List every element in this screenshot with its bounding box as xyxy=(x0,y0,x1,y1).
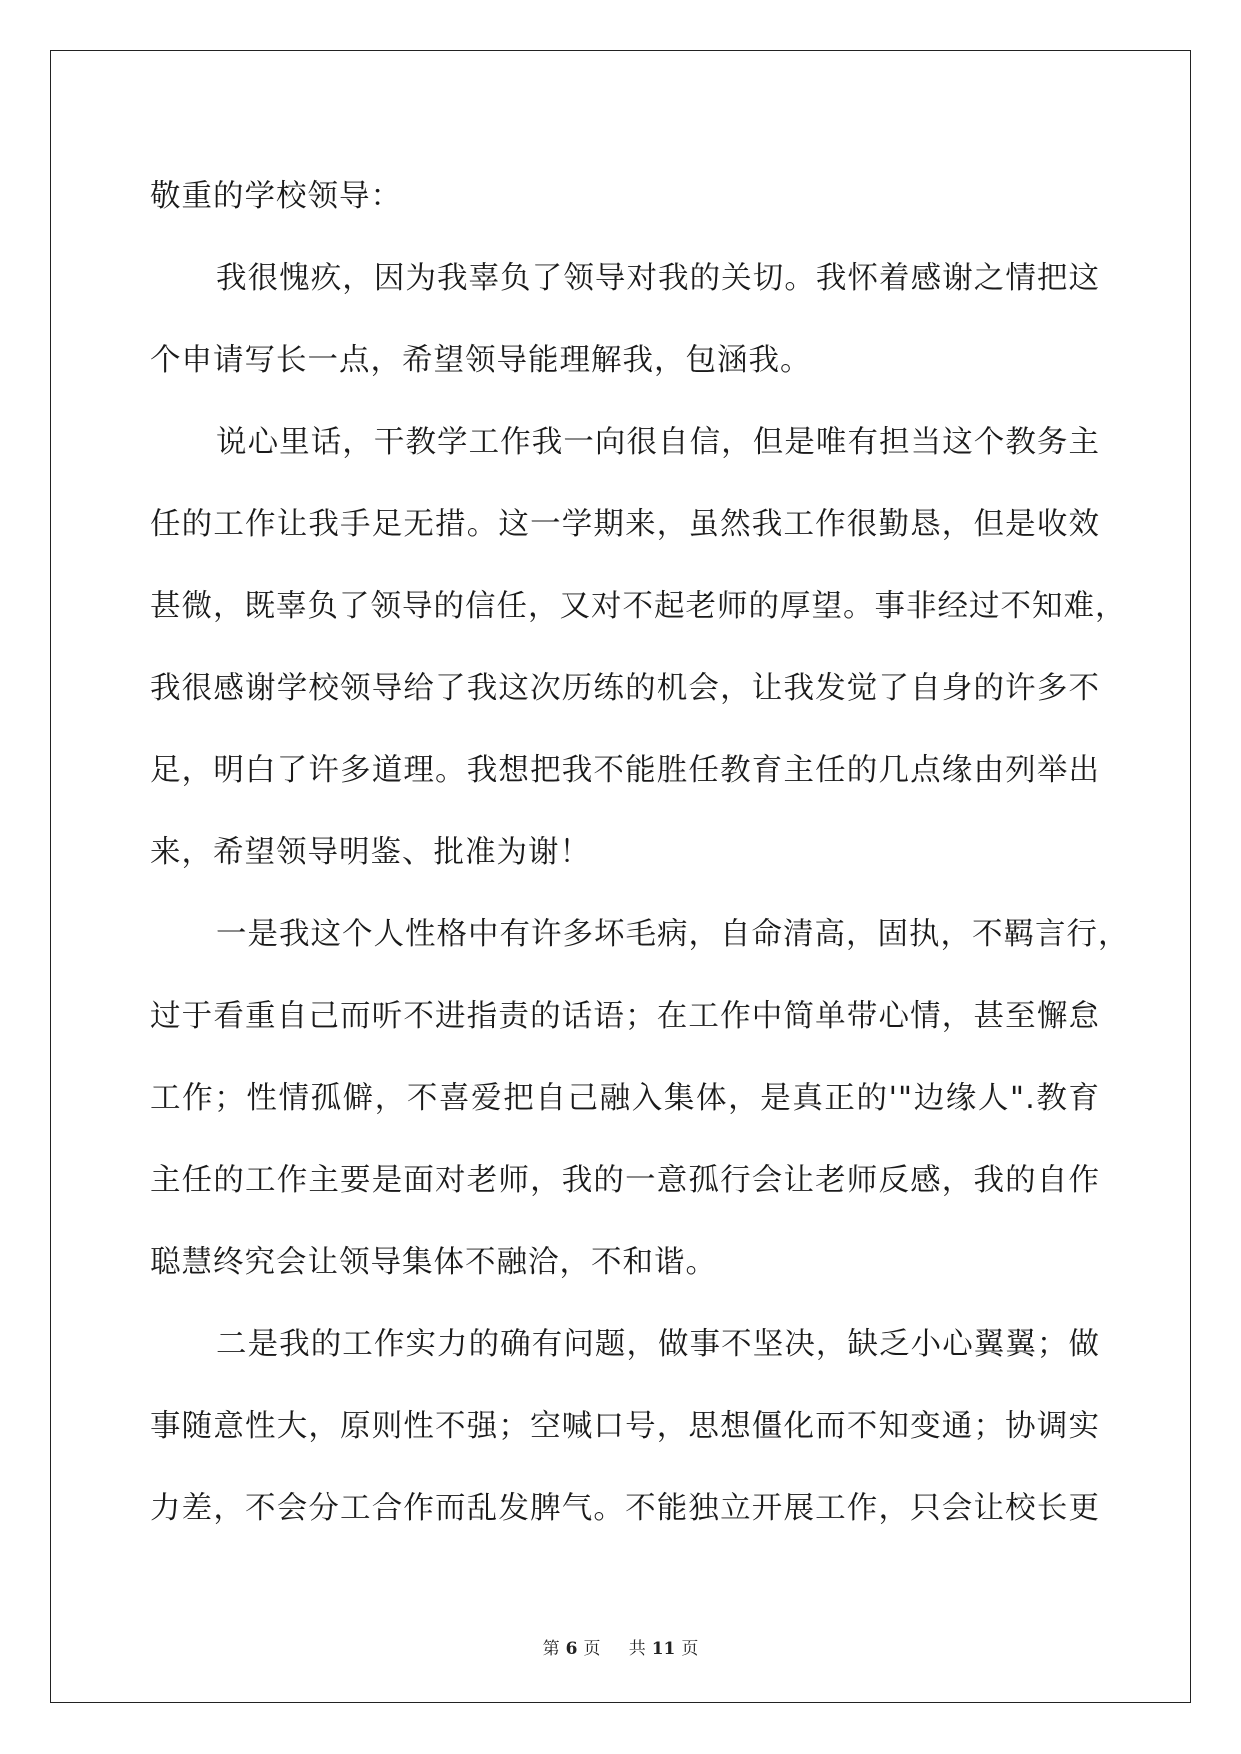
text-line: 力差，不会分工合作而乱发脾气。不能独立开展工作，只会让校长更 xyxy=(150,1491,1100,1526)
text-line: 聪慧终究会让领导集体不融洽，不和谐。 xyxy=(150,1245,717,1280)
paragraph-1 xyxy=(150,238,1100,402)
paragraph-2 xyxy=(150,402,1127,894)
text-line: 主任的工作主要是面对老师，我的一意孤行会让老师反感，我的自作 xyxy=(150,1163,1100,1198)
salutation: 敬重的学校领导： xyxy=(150,179,402,214)
paragraph-4 xyxy=(150,1304,1100,1550)
text-line: 一是我这个人性格中有许多坏毛病，自命清高，固执，不羁言行， xyxy=(216,917,1130,952)
text-line: 二是我的工作实力的确有问题，做事不坚决，缺乏小心翼翼；做 xyxy=(216,1327,1100,1362)
page-indicator xyxy=(540,1639,604,1659)
page-footer xyxy=(0,1634,1241,1659)
total-pages: 11 xyxy=(651,1639,676,1659)
text-line: 事随意性大，原则性不强；空喊口号，思想僵化而不知变通；协调实 xyxy=(150,1409,1100,1444)
paragraph-3 xyxy=(150,894,1130,1304)
letter-body xyxy=(150,156,1130,1550)
text-line: 甚微，既辜负了领导的信任，又对不起老师的厚望。事非经过不知难， xyxy=(150,589,1127,624)
text-line: 来，希望领导明鉴、批准为谢！ xyxy=(150,835,591,870)
text-line: 我很愧疚，因为我辜负了领导对我的关切。我怀着感谢之情把这 xyxy=(216,261,1100,296)
total-suffix: 页 xyxy=(681,1639,699,1659)
page-suffix: 页 xyxy=(583,1639,601,1659)
text-line: 个申请写长一点，希望领导能理解我，包涵我。 xyxy=(150,343,812,378)
text-line: 我很感谢学校领导给了我这次历练的机会，让我发觉了自身的许多不 xyxy=(150,671,1100,706)
total-indicator xyxy=(626,1639,702,1659)
page-prefix: 第 xyxy=(542,1639,560,1659)
text-line: 工作；性情孤僻，不喜爱把自己融入集体，是真正的'"边缘人".教育 xyxy=(150,1081,1100,1116)
text-line: 说心里话，干教学工作我一向很自信，但是唯有担当这个教务主 xyxy=(216,425,1100,460)
total-prefix: 共 xyxy=(628,1639,646,1659)
page-number: 6 xyxy=(565,1639,578,1659)
text-line: 过于看重自己而听不进指责的话语；在工作中简单带心情，甚至懈怠 xyxy=(150,999,1100,1034)
text-line: 任的工作让我手足无措。这一学期来，虽然我工作很勤恳，但是收效 xyxy=(150,507,1100,542)
text-line: 足，明白了许多道理。我想把我不能胜任教育主任的几点缘由列举出 xyxy=(150,753,1100,788)
